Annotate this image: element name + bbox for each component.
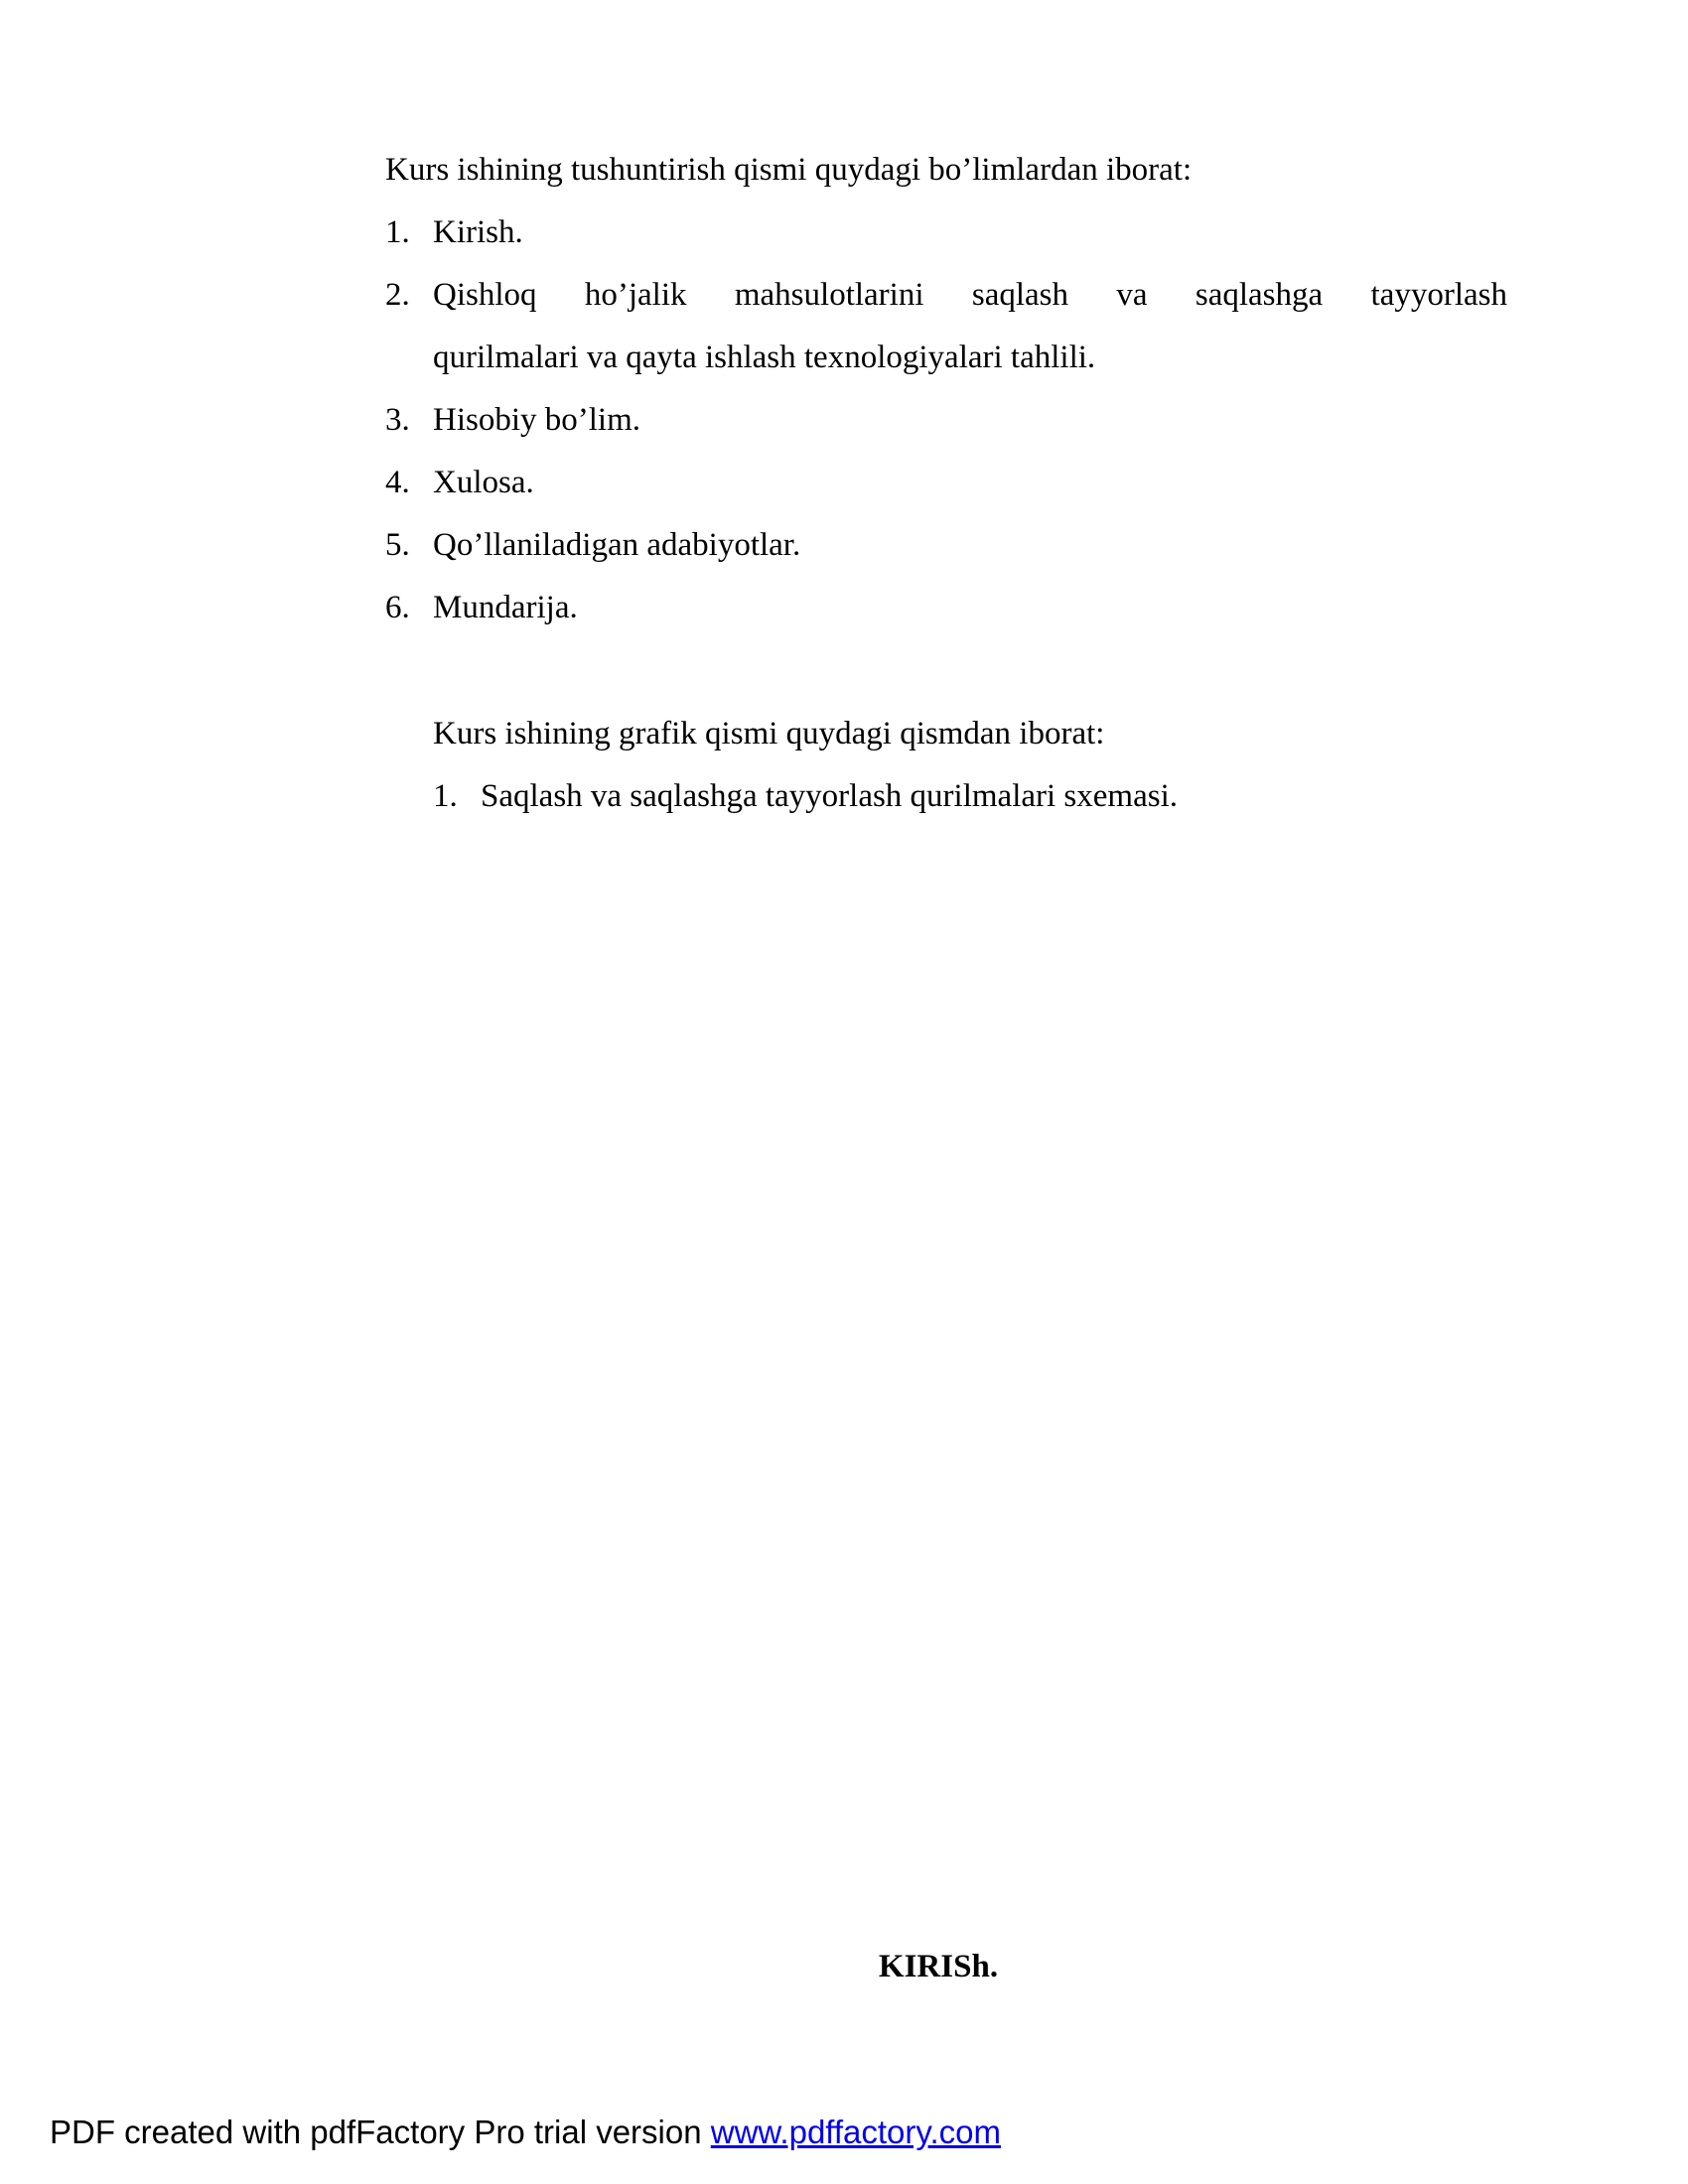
list-item xyxy=(385,452,1507,514)
list-item xyxy=(385,264,1507,389)
list-item-number: 6. xyxy=(385,590,410,625)
list-item-text: Qo’llaniladigan adabiyotlar. xyxy=(433,527,801,563)
graphic-intro-paragraph: Kurs ishining grafik qismi quydagi qismdan iborat: xyxy=(433,716,1105,751)
list-item xyxy=(385,389,1507,452)
list-item-text: Saqlash va saqlashga tayyorlash qurilmalari sxemasi. xyxy=(481,778,1178,814)
list-item xyxy=(385,514,1507,577)
intro-paragraph: Kurs ishining tushuntirish qismi quydagi bo’limlardan iborat: xyxy=(385,152,1193,188)
list-item-number: 1. xyxy=(433,778,458,814)
list-item-number: 5. xyxy=(385,527,410,563)
list-item xyxy=(385,202,1507,264)
list-item-number: 2. xyxy=(385,277,410,313)
list-item-number: 4. xyxy=(385,465,410,500)
list-item-number: 3. xyxy=(385,402,410,438)
sections-list xyxy=(385,202,1507,639)
list-item xyxy=(433,765,1178,828)
graphic-list xyxy=(433,765,1178,828)
list-item-text: Mundarija. xyxy=(433,590,578,625)
list-item-number: 1. xyxy=(385,214,410,250)
list-item-text-line1: Qishloq ho’jalik mahsulotlarini saqlash va saqlashga tayyorlash xyxy=(433,277,1507,313)
list-item-text: Xulosa. xyxy=(433,465,534,500)
footer-text: PDF created with pdfFactory Pro trial version xyxy=(50,2114,711,2150)
list-item-text: Kirish. xyxy=(433,214,523,250)
list-item-text-line2: qurilmalari va qayta ishlash texnologiyalari tahlili. xyxy=(433,340,1096,375)
pdf-footer xyxy=(50,2113,1001,2152)
list-item xyxy=(385,577,1507,639)
section-heading: KIRISh. xyxy=(878,1949,999,1984)
list-item-text: Hisobiy bo’lim. xyxy=(433,402,641,438)
footer-link[interactable]: www.pdffactory.com xyxy=(710,2114,1001,2150)
